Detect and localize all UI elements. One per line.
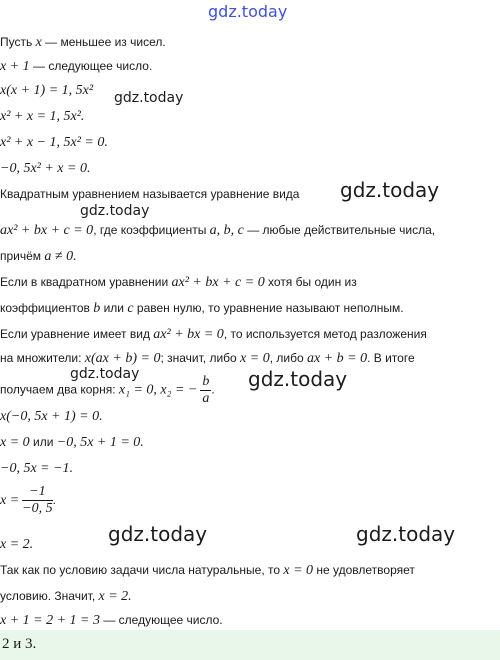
math: b bbox=[93, 301, 101, 316]
text: коэффициентов bbox=[0, 301, 94, 315]
equation-line bbox=[0, 82, 93, 99]
text-line bbox=[0, 350, 415, 367]
math: x = 0 bbox=[283, 563, 314, 578]
math: x = 2. bbox=[0, 537, 34, 552]
text: — следующее число. bbox=[100, 613, 223, 627]
numerator: b bbox=[202, 374, 210, 389]
math: −0, 5x + 1 = 0. bbox=[56, 435, 144, 450]
text: равен нулю, то уравнение называют неполным. bbox=[133, 301, 404, 315]
text-line bbox=[0, 222, 435, 239]
numerator: −1 bbox=[22, 484, 52, 501]
text: . bbox=[52, 493, 56, 507]
text: , либо bbox=[269, 351, 307, 365]
text: . В итоге bbox=[367, 351, 415, 365]
math: x bbox=[35, 35, 42, 50]
math: x₁ = 0, x₂ = − bbox=[118, 382, 198, 398]
math: c bbox=[127, 301, 134, 316]
text: , где коэффициенты bbox=[93, 223, 210, 237]
text-line bbox=[0, 374, 215, 407]
equation-line bbox=[0, 484, 56, 517]
fraction bbox=[22, 484, 52, 517]
text: или bbox=[29, 435, 57, 449]
text: или bbox=[100, 301, 128, 315]
text: условию. Значит, bbox=[0, 589, 99, 603]
text-line bbox=[0, 248, 77, 265]
equation-line bbox=[0, 434, 144, 451]
math: a ≠ 0. bbox=[44, 249, 77, 264]
text: Если уравнение имеет вид bbox=[0, 327, 154, 341]
text: . bbox=[211, 382, 215, 397]
text-line bbox=[0, 58, 152, 75]
math: x + 1 bbox=[0, 59, 30, 74]
text-line bbox=[0, 34, 166, 51]
text: не удовлетворяет bbox=[313, 563, 415, 577]
math: x(−0, 5x + 1) = 0. bbox=[0, 409, 103, 424]
math: x(ax + b) = 0 bbox=[84, 351, 161, 366]
fraction bbox=[200, 374, 211, 407]
math: ax² + bx + c = 0 bbox=[0, 223, 94, 238]
math: x² + x − 1, 5x² = 0. bbox=[0, 135, 108, 150]
answer-text: 2 и 3. bbox=[2, 636, 37, 652]
equation-line bbox=[0, 160, 90, 177]
math: x = 2. bbox=[98, 589, 132, 604]
watermark: gdz.today bbox=[248, 367, 348, 391]
text: Если в квадратном уравнении bbox=[0, 275, 172, 289]
math: x² + x = 1, 5x². bbox=[0, 109, 85, 124]
text: на множители: bbox=[0, 351, 85, 365]
text-line bbox=[0, 562, 415, 579]
text-line bbox=[0, 186, 299, 202]
text: Так как по условию задачи числа натуральные, то bbox=[0, 563, 284, 577]
text: — любые действительные числа, bbox=[243, 223, 436, 237]
math: x = 0 bbox=[240, 351, 270, 366]
text: ; значит, либо bbox=[160, 351, 241, 365]
text: Пусть bbox=[0, 35, 36, 49]
text: Квадратным уравнением называется уравнение вида bbox=[0, 187, 300, 201]
text-line bbox=[0, 588, 132, 605]
math: a, b, c bbox=[209, 223, 244, 238]
text: получаем два корня: bbox=[0, 382, 119, 397]
equation-line bbox=[0, 108, 84, 125]
watermark-top: gdz.today bbox=[208, 2, 288, 21]
watermark: gdz.today bbox=[340, 178, 440, 202]
text: — следующее число. bbox=[29, 59, 153, 73]
answer-box bbox=[0, 630, 500, 660]
equation-line bbox=[0, 536, 33, 553]
denominator: a bbox=[202, 391, 210, 406]
math: x = 0 bbox=[0, 435, 30, 450]
math: ax² + bx + c = 0 bbox=[171, 275, 265, 290]
equation-line bbox=[0, 134, 108, 151]
math: −0, 5x² + x = 0. bbox=[0, 161, 91, 176]
text-line bbox=[0, 300, 404, 317]
text: — меньшее из чисел. bbox=[41, 35, 166, 49]
math: x + 1 = 2 + 1 = 3 bbox=[0, 613, 101, 628]
watermark: gdz.today bbox=[356, 522, 456, 546]
text: хотя бы один из bbox=[264, 275, 357, 289]
text: причём bbox=[0, 249, 45, 263]
watermark: gdz.today bbox=[108, 522, 208, 546]
math: x = bbox=[0, 493, 20, 508]
watermark: gdz.today bbox=[80, 203, 150, 219]
equation-line bbox=[0, 460, 73, 477]
text-line bbox=[0, 274, 357, 291]
equation-line bbox=[0, 408, 103, 425]
watermark: gdz.today bbox=[70, 366, 140, 382]
math: x(x + 1) = 1, 5x² bbox=[0, 83, 94, 98]
math: −0, 5x = −1. bbox=[0, 461, 74, 476]
math: ax² + bx = 0 bbox=[153, 327, 224, 342]
watermark: gdz.today bbox=[114, 90, 184, 106]
denominator: −0, 5 bbox=[22, 501, 53, 517]
math: ax + b = 0 bbox=[306, 351, 368, 366]
text-line bbox=[0, 326, 427, 343]
text: , то используется метод разложения bbox=[223, 327, 427, 341]
text-line bbox=[0, 612, 223, 629]
